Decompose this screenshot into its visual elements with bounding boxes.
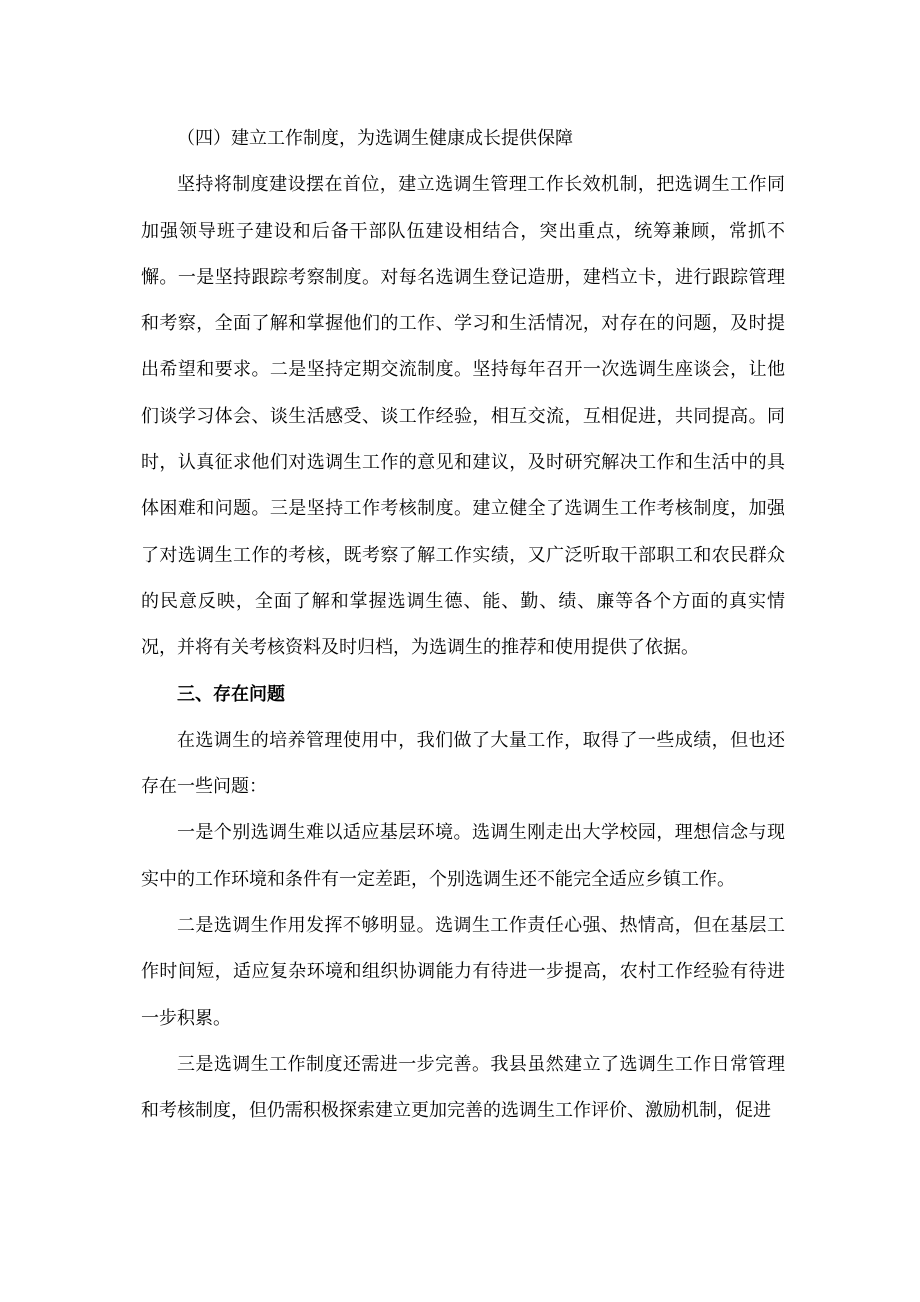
problem-3-paragraph: 三是选调生工作制度还需进一步完善。我县虽然建立了选调生工作日常管理和考核制度，但仍需积极探索建立更加完善的选调生工作评价、激励机制，促进: [141, 1053, 785, 1122]
section-4-heading: （四）建立工作制度，为选调生健康成长提供保障: [177, 128, 573, 149]
section-3-intro: 在选调生的培养管理使用中，我们做了大量工作，取得了一些成绩，但也还存在一些问题：: [141, 729, 785, 798]
section-4-body: 坚持将制度建设摆在首位，建立选调生管理工作长效机制，把选调生工作同加强领导班子建设和后备干部队伍建设相结合，突出重点，统筹兼顾，常抓不懈。一是坚持跟踪考察制度。对每名选调生登记造册，建档立卡，进行跟踪管理和考察，全面了解和掌握他们的工作、学习和生活情况，对存在的问题，及时提出希望和要求。二是坚持定期交流制度。坚持每年召开一次选调生座谈会，让他们谈学习体会、谈生活感受、谈工作经验，相互交流，互相促进，共同提高。同时，认真征求他们对选调生工作的意见和建议，及时研究解决工作和生活中的具体困难和问题。三是坚持工作考核制度。建立健全了选调生工作考核制度，加强了对选调生工作的考核，既考察了解工作实绩，又广泛听取干部职工和农民群众的民意反映，全面了解和掌握选调生德、能、勤、绩、廉等各个方面的真实情况，并将有关考核资料及时归档，为选调生的推荐和使用提供了依据。: [141, 174, 785, 659]
problem-2-paragraph: 二是选调生作用发挥不够明显。选调生工作责任心强、热情高，但在基层工作时间短，适应复杂环境和组织协调能力有待进一步提高，农村工作经验有待进一步积累。: [141, 915, 785, 1029]
problem-1-paragraph: 一是个别选调生难以适应基层环境。选调生刚走出大学校园，理想信念与现实中的工作环境和条件有一定差距，个别选调生还不能完全适应乡镇工作。: [141, 822, 785, 890]
document-body: [141, 116, 785, 1135]
section-3-heading: 三、存在问题: [177, 683, 285, 705]
